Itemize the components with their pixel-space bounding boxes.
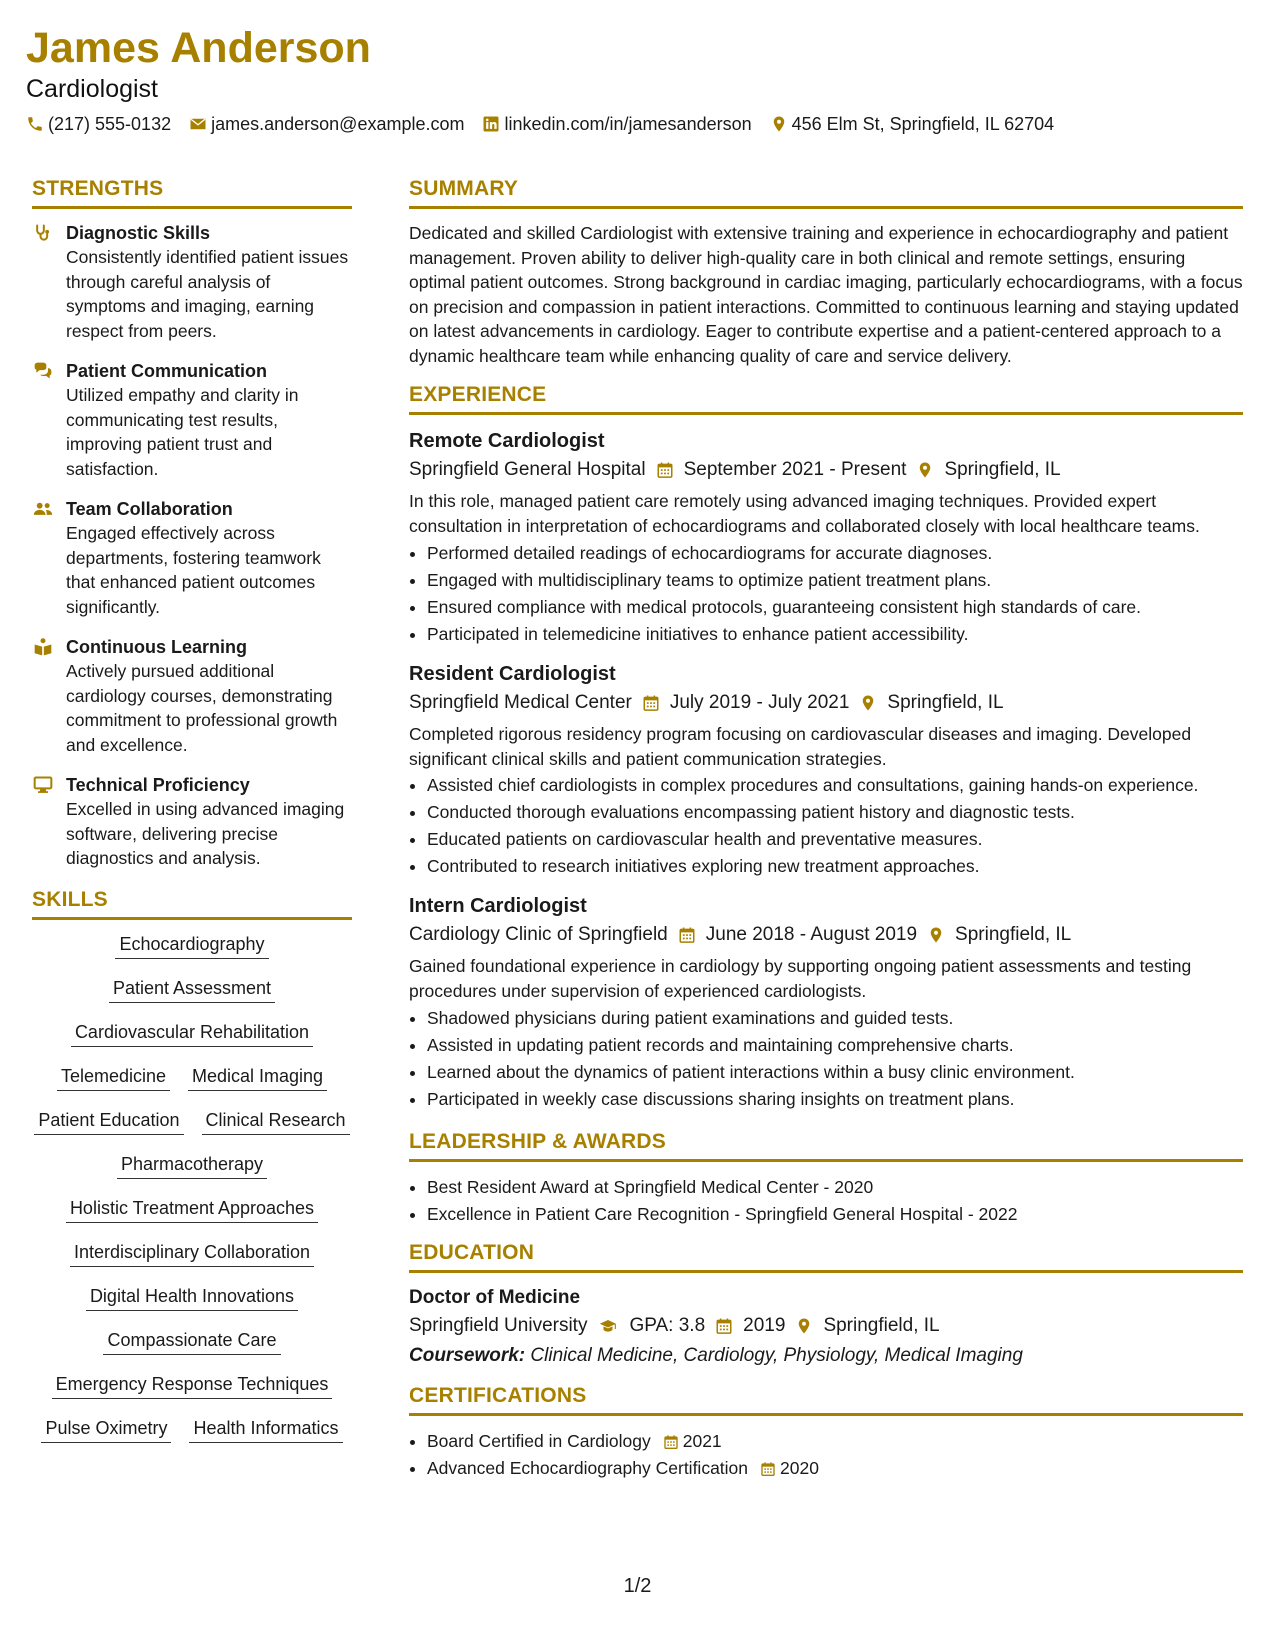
map-pin-icon: [795, 1317, 813, 1335]
skill-tag: Health Informatics: [189, 1416, 342, 1443]
school-location: Springfield, IL: [823, 1315, 940, 1336]
certification-item: [427, 1428, 1243, 1455]
bullet-item: • Educated patients on cardiovascular health and preventative measures.: [427, 826, 1243, 853]
contact-bar: [26, 110, 1246, 138]
bullet-item: • Assisted chief cardiologists in complex procedures and consultations, gaining hands-on experience.: [427, 773, 1243, 797]
job-description: Completed rigorous residency program focusing on cardiovascular diseases and imaging. Developed significant clinical skills and patient communication strategies.: [409, 724, 1192, 769]
certification-name: • Board Certified in Cardiology: [427, 1431, 651, 1451]
skill-tag: Medical Imaging: [188, 1064, 327, 1091]
job-title: Resident Cardiologist: [409, 663, 616, 685]
skill-tag: Compassionate Care: [103, 1328, 280, 1355]
skill-tag: Clinical Research: [202, 1108, 350, 1135]
certification-year: 2021: [682, 1431, 722, 1451]
job-dates: September 2021 - Present: [683, 459, 907, 480]
skill-tag: Emergency Response Techniques: [52, 1372, 333, 1399]
resume-header: [26, 22, 1246, 138]
contact-phone[interactable]: [26, 110, 171, 138]
bullet-item: • Learned about the dynamics of patient interactions within a busy clinic environment.: [427, 1059, 1243, 1086]
job-entry: [409, 892, 1243, 1113]
coursework: [409, 1341, 1243, 1371]
bullet-item: • Contributed to research initiatives exploring new treatment approaches.: [427, 853, 1243, 880]
strength-item: [32, 221, 352, 343]
leadership-list: [409, 1174, 1243, 1228]
coursework-list: Clinical Medicine, Cardiology, Physiology, Medical Imaging: [530, 1345, 1023, 1366]
left-column: [32, 176, 352, 1443]
envelope-icon: [189, 115, 207, 133]
chat-icon: [32, 361, 54, 381]
graduation-year: 2019: [743, 1315, 786, 1336]
contact-linkedin[interactable]: [482, 110, 751, 138]
right-column: [409, 176, 1243, 1482]
email-text: james.anderson@example.com: [211, 114, 465, 134]
desktop-icon: [32, 775, 54, 795]
strength-title: Diagnostic Skills: [66, 223, 211, 243]
phone-text: (217) 555-0132: [48, 114, 172, 134]
certifications-heading: CERTIFICATIONS: [409, 1383, 1243, 1416]
bullet-item: • Participated in telemedicine initiatives to enhance patient accessibility.: [427, 621, 1243, 648]
skill-tag: Telemedicine: [57, 1064, 170, 1091]
skill-tag: Pharmacotherapy: [117, 1152, 267, 1179]
map-pin-icon: [859, 694, 877, 712]
contact-email[interactable]: [189, 110, 464, 138]
bullet-item: • Participated in weekly case discussions sharing insights on treatment plans.: [427, 1086, 1243, 1113]
bullet-item: • Ensured compliance with medical protocols, guaranteeing consistent high standards of care.: [427, 594, 1243, 621]
linkedin-text: linkedin.com/in/jamesanderson: [504, 114, 752, 134]
gpa: GPA: 3.8: [629, 1315, 706, 1336]
summary-text: Dedicated and skilled Cardiologist with extensive training and experience in echocardiography and patient management. Proven ability to deliver high-quality care in both clinical and remote settings, ensuring optimal patient outcomes. Strong background in cardiac imaging, particularly echocardiograms, with a focus on precision and compassion in patient interactions. Committed to continuous learning and staying updated on latest advancements in cardiology. Eager to contribute expertise and a patient-centered approach to a dynamic healthcare team while enhancing quality of care and service delivery.: [409, 223, 1243, 366]
map-pin-icon: [770, 115, 788, 133]
certification-name: • Advanced Echocardiography Certification: [427, 1458, 749, 1478]
calendar-icon: [663, 1434, 679, 1450]
job-meta: [409, 920, 1243, 950]
strength-title: Continuous Learning: [66, 637, 247, 657]
users-icon: [32, 499, 54, 519]
bullet-item: • Performed detailed readings of echocardiograms for accurate diagnoses.: [427, 540, 1243, 567]
job-org: Springfield General Hospital: [409, 459, 646, 480]
education-entry: [409, 1285, 1243, 1371]
award-item: • Excellence in Patient Care Recognition - Springfield General Hospital - 2022: [427, 1201, 1243, 1228]
map-pin-icon: [916, 461, 934, 479]
phone-icon: [26, 115, 44, 133]
skills-list: [32, 932, 352, 1443]
job-title: Remote Cardiologist: [409, 430, 605, 452]
strength-item: [32, 359, 352, 481]
job-org: Cardiology Clinic of Springfield: [409, 924, 668, 945]
job-location: Springfield, IL: [887, 692, 1004, 713]
contact-address: [770, 110, 1055, 138]
skill-tag: Digital Health Innovations: [86, 1284, 298, 1311]
summary-heading: SUMMARY: [409, 176, 1243, 209]
job-org: Springfield Medical Center: [409, 692, 632, 713]
stethoscope-icon: [32, 223, 54, 243]
candidate-name: James Anderson: [26, 24, 371, 72]
skill-tag: Interdisciplinary Collaboration: [70, 1240, 314, 1267]
job-bullets: [409, 540, 1243, 648]
skills-heading: SKILLS: [32, 887, 352, 920]
job-meta: [409, 688, 1243, 718]
bullet-item: • Conducted thorough evaluations encompassing patient history and diagnostic tests.: [427, 799, 1243, 826]
map-pin-icon: [927, 926, 945, 944]
strength-item: [32, 497, 352, 619]
job-description: Gained foundational experience in cardiology by supporting ongoing patient assessments and testing procedures under supervision of experienced cardiologists.: [409, 956, 1192, 1001]
linkedin-icon: [482, 115, 500, 133]
degree-title: Doctor of Medicine: [409, 1287, 581, 1308]
job-bullets: [409, 773, 1243, 880]
job-entry: [409, 427, 1243, 648]
education-meta: [409, 1311, 1243, 1341]
job-dates: June 2018 - August 2019: [705, 924, 918, 945]
bullet-item: • Assisted in updating patient records and maintaining comprehensive charts.: [427, 1032, 1243, 1059]
strength-item: [32, 773, 352, 871]
address-text: 456 Elm St, Springfield, IL 62704: [791, 114, 1055, 134]
candidate-role: Cardiologist: [26, 75, 159, 103]
strength-item: [32, 635, 352, 757]
reading-icon: [32, 637, 54, 657]
coursework-label: Coursework:: [409, 1345, 526, 1366]
bullet-item: • Engaged with multidisciplinary teams to optimize patient treatment plans.: [427, 567, 1243, 594]
certification-item: [427, 1455, 1243, 1482]
certifications-list: [409, 1428, 1243, 1482]
calendar-icon: [715, 1317, 733, 1335]
job-description: In this role, managed patient care remotely using advanced imaging techniques. Provided expert consultation in interpretation of echocardiograms and collaborated closely with local healthcare teams.: [409, 491, 1200, 536]
strength-desc: Engaged effectively across departments, fostering teamwork that enhanced patient outcomes significantly.: [66, 523, 321, 617]
page-number: 1/2: [623, 1575, 652, 1597]
calendar-icon: [642, 694, 660, 712]
job-location: Springfield, IL: [955, 924, 1072, 945]
skill-tag: Echocardiography: [115, 932, 268, 959]
job-bullets: [409, 1005, 1243, 1113]
award-item: • Best Resident Award at Springfield Medical Center - 2020: [427, 1174, 1243, 1201]
strengths-heading: STRENGTHS: [32, 176, 352, 209]
strength-title: Team Collaboration: [66, 499, 233, 519]
calendar-icon: [678, 926, 696, 944]
graduation-cap-icon: [597, 1317, 619, 1335]
leadership-heading: LEADERSHIP & AWARDS: [409, 1129, 1243, 1162]
strength-desc: Excelled in using advanced imaging software, delivering precise diagnostics and analysis.: [66, 799, 345, 868]
strength-title: Technical Proficiency: [66, 775, 250, 795]
skill-tag: Pulse Oximetry: [41, 1416, 171, 1443]
school-name: Springfield University: [409, 1315, 588, 1336]
strength-desc: Actively pursued additional cardiology courses, demonstrating commitment to professional growth and excellence.: [66, 661, 338, 755]
calendar-icon: [760, 1461, 776, 1477]
bullet-item: • Shadowed physicians during patient examinations and guided tests.: [427, 1005, 1243, 1032]
job-entry: [409, 660, 1243, 880]
experience-heading: EXPERIENCE: [409, 382, 1243, 415]
skill-tag: Cardiovascular Rehabilitation: [71, 1020, 313, 1047]
job-title: Intern Cardiologist: [409, 895, 587, 917]
strength-desc: Consistently identified patient issues through careful analysis of symptoms and imaging, earning respect from peers.: [66, 247, 349, 341]
skill-tag: Holistic Treatment Approaches: [66, 1196, 318, 1223]
strength-title: Patient Communication: [66, 361, 268, 381]
strength-desc: Utilized empathy and clarity in communicating test results, improving patient trust and satisfaction.: [66, 385, 299, 479]
certification-year: 2020: [780, 1458, 819, 1478]
job-location: Springfield, IL: [944, 459, 1061, 480]
education-heading: EDUCATION: [409, 1240, 1243, 1273]
skill-tag: Patient Assessment: [109, 976, 275, 1003]
skill-tag: Patient Education: [34, 1108, 183, 1135]
job-meta: [409, 455, 1243, 485]
job-dates: July 2019 - July 2021: [669, 692, 850, 713]
calendar-icon: [656, 461, 674, 479]
